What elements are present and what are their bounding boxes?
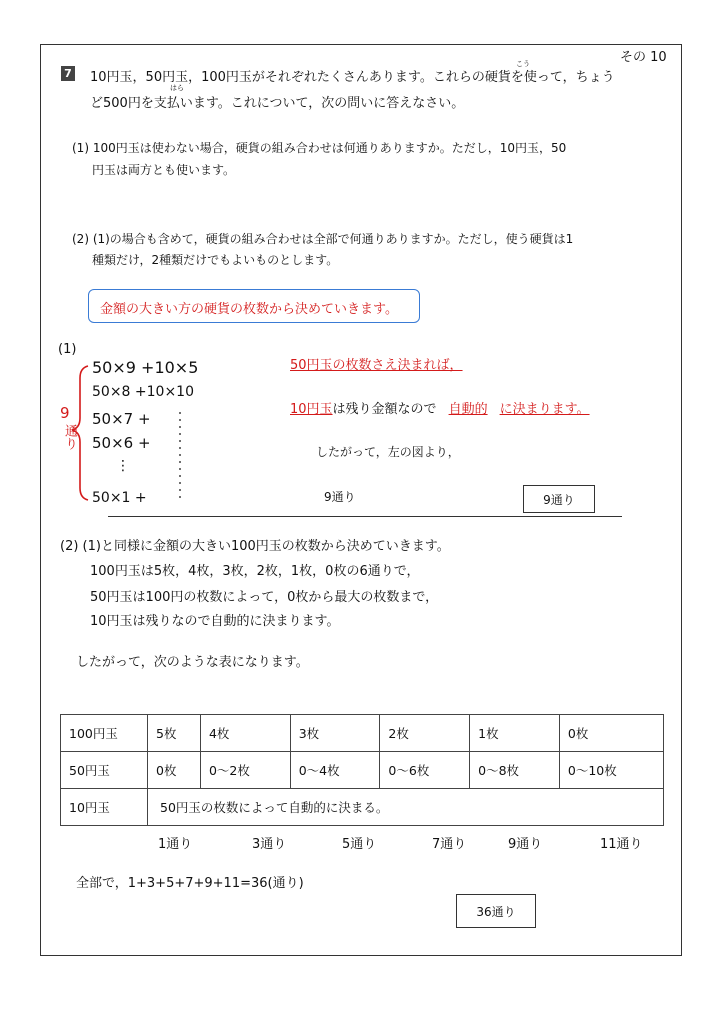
table-cell: 5枚 — [148, 715, 201, 752]
ruby-hara: はら — [170, 84, 184, 92]
table-cell: 0枚 — [148, 752, 201, 789]
table-cell: 0〜8枚 — [470, 752, 560, 789]
table-row — [61, 752, 664, 789]
table-cell: 0枚 — [559, 715, 663, 752]
table-cell: 0〜10枚 — [559, 752, 663, 789]
count-label: 9通り — [508, 837, 543, 852]
calc-row: 50×8 +10×10 — [92, 384, 194, 400]
ruby-kou: こう — [516, 60, 530, 68]
note-2-a: 10円玉 — [290, 402, 333, 417]
table-row — [61, 789, 664, 826]
note-3: したがって，左の図より， — [316, 445, 460, 459]
calc-row: 50×9 +10×5 — [92, 358, 199, 377]
solution-2-line-4: 10円玉は残りなので自動的に決まります。 — [90, 614, 340, 629]
note-2 — [290, 398, 590, 417]
total-line: 全部で，1+3+5+7+9+11=36(通り) — [76, 876, 304, 891]
count-label: 5通り — [342, 837, 377, 852]
note-2-b: は残り金額なので — [332, 402, 437, 417]
result-1: 9通り — [324, 490, 356, 504]
answer-box-1: 9通り — [523, 485, 595, 513]
question-2-line-1: (2) (1)の場合も含めて，硬貨の組み合わせは全部で何通りありますか。ただし，使う硬貨は1 — [72, 232, 574, 246]
row-label-10: 10円玉 — [61, 789, 148, 826]
question-1-line-1: (1) 100円玉は使わない場合，硬貨の組み合わせは何通りありますか。ただし，10円玉，50 — [72, 141, 567, 155]
table-cell: 2枚 — [380, 715, 470, 752]
table-cell: 1枚 — [470, 715, 560, 752]
row-label-100: 100円玉 — [61, 715, 148, 752]
intro-line-1: 10円玉，50円玉，100円玉がそれぞれたくさんあります。これらの硬貨を使って，ちょう — [90, 70, 615, 85]
answer-box-2: 36通り — [456, 894, 536, 928]
table-cell: 4枚 — [200, 715, 290, 752]
combination-table — [60, 714, 664, 826]
calc-row: 50×6 + — [92, 434, 151, 452]
solution-2-line-5: したがって，次のような表になります。 — [76, 655, 309, 670]
solution-1-label: (1) — [58, 342, 77, 357]
count-label: 1通り — [158, 837, 193, 852]
hint-text: 金額の大きい方の硬貨の枚数から決めていきます。 — [100, 302, 398, 317]
solution-2-line-3: 50円玉は100円の枚数によって，0枚から最大の枚数まで， — [90, 590, 439, 605]
solution-2-line-1: (2) (1)と同様に金額の大きい100円玉の枚数から決めていきます。 — [60, 539, 450, 554]
brace-count-text: 通り — [62, 424, 77, 450]
note-2-d: に決まります。 — [499, 402, 590, 417]
row-label-50: 50円玉 — [61, 752, 148, 789]
solution-2-line-2: 100円玉は5枚，4枚，3枚，2枚，1枚，0枚の6通りで， — [90, 564, 420, 579]
problem-number: 7 — [61, 66, 75, 81]
page-label: その 10 — [620, 50, 667, 65]
table-cell: 0〜2枚 — [200, 752, 290, 789]
intro-line-2: ど500円を支払います。これについて，次の問いに答えなさい。 — [90, 96, 465, 111]
calc-row-ellipsis: ⋮ — [116, 458, 130, 474]
calc-row: 50×1 + — [92, 490, 147, 506]
question-1-line-2: 円玉は両方とも使います。 — [92, 163, 236, 177]
count-label: 11通り — [600, 837, 643, 852]
brace-count: 9 — [60, 404, 70, 422]
table-cell: 0〜6枚 — [380, 752, 470, 789]
table-row — [61, 715, 664, 752]
count-label: 3通り — [252, 837, 287, 852]
note-2-c: 自動的 — [448, 402, 488, 417]
calc-row: 50×7 + — [92, 410, 151, 428]
row-10-note: 50円玉の枚数によって自動的に決まる。 — [148, 789, 664, 826]
table-cell: 0〜4枚 — [290, 752, 380, 789]
question-2-line-2: 種類だけ，2種類だけでもよいものとします。 — [92, 253, 339, 267]
divider — [108, 516, 622, 517]
note-1: 50円玉の枚数さえ決まれば， — [290, 358, 463, 373]
count-label: 7通り — [432, 837, 467, 852]
table-cell: 3枚 — [290, 715, 380, 752]
